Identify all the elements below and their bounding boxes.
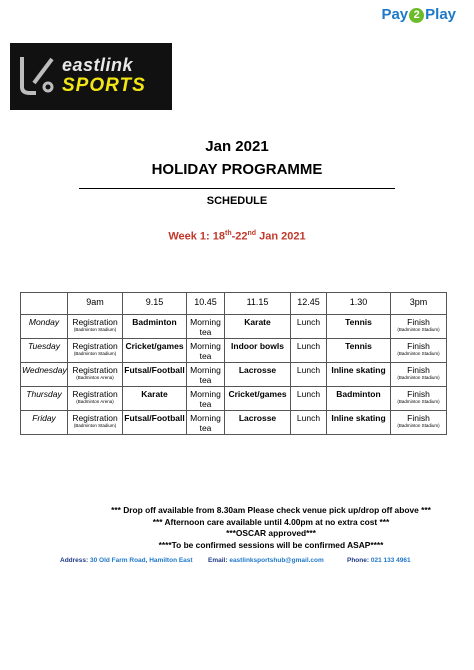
footer-email: Email: eastlinksportshub@gmail.com bbox=[208, 557, 324, 564]
registration-cell: Registration (Badminton Stadium) bbox=[68, 315, 123, 339]
morning-tea-cell: Morning tea bbox=[187, 387, 225, 411]
morning-tea-cell: Morning tea bbox=[187, 363, 225, 387]
pay2play-pay: Pay bbox=[381, 6, 409, 23]
finish-cell: Finish (Badminton Stadium) bbox=[391, 315, 447, 339]
lunch-cell: Lunch bbox=[291, 387, 327, 411]
notes-block bbox=[0, 505, 474, 552]
month-title: Jan 2021 bbox=[205, 138, 269, 155]
schedule-heading: SCHEDULE bbox=[206, 195, 268, 207]
table-header-row bbox=[21, 293, 447, 315]
table-header-cell: 9.15 bbox=[123, 293, 187, 315]
registration-cell: Registration (Badminton Arena) bbox=[68, 387, 123, 411]
morning-tea-cell: Morning tea bbox=[187, 411, 225, 435]
activity-cell: Tennis bbox=[327, 339, 391, 363]
activity-cell: Tennis bbox=[327, 315, 391, 339]
lunch-cell: Lunch bbox=[291, 339, 327, 363]
activity-cell: Cricket/games bbox=[123, 339, 187, 363]
footer-address: Address: 30 Old Farm Road, Hamilton East bbox=[60, 557, 193, 564]
lunch-cell: Lunch bbox=[291, 315, 327, 339]
day-cell: Monday bbox=[21, 315, 68, 339]
note-tbc: ****To be confirmed sessions will be confirmed ASAP**** bbox=[158, 540, 384, 551]
activity-cell: Cricket/games bbox=[225, 387, 291, 411]
programme-title: HOLIDAY PROGRAMME bbox=[151, 161, 323, 178]
lunch-cell: Lunch bbox=[291, 411, 327, 435]
pay2play-two: 2 bbox=[409, 8, 424, 23]
morning-tea-cell: Morning tea bbox=[187, 315, 225, 339]
table-header-cell: 11.15 bbox=[225, 293, 291, 315]
activity-cell: Lacrosse bbox=[225, 363, 291, 387]
table-header-cell: 3pm bbox=[391, 293, 447, 315]
note-dropoff: *** Drop off available from 8.30am Please check venue pick up/drop off above *** bbox=[111, 505, 431, 515]
week-heading: Week 1: 18th-22nd Jan 2021 bbox=[168, 230, 306, 243]
activity-cell: Indoor bowls bbox=[225, 339, 291, 363]
table-row bbox=[21, 363, 447, 387]
registration-cell: Registration (Badminton Arena) bbox=[68, 363, 123, 387]
table-row bbox=[21, 387, 447, 411]
logo-eastlink-text: eastlink bbox=[62, 55, 134, 75]
activity-cell: Karate bbox=[225, 315, 291, 339]
title-divider bbox=[79, 188, 395, 189]
finish-cell: Finish (Badminton Stadium) bbox=[391, 411, 447, 435]
activity-cell: Futsal/Football bbox=[123, 363, 187, 387]
registration-cell: Registration (Badminton Stadium) bbox=[68, 411, 123, 435]
registration-cell: Registration (Badminton Stadium) bbox=[68, 339, 123, 363]
note-afternoon-care: *** Afternoon care available until 4.00pm at no extra cost *** bbox=[152, 516, 390, 527]
pay2play-logo bbox=[381, 6, 456, 23]
table-row bbox=[21, 411, 447, 435]
table-header-cell: 10.45 bbox=[187, 293, 225, 315]
activity-cell: Inline skating bbox=[327, 411, 391, 435]
logo-sports-text: SPORTS bbox=[62, 75, 146, 96]
activity-cell: Badminton bbox=[123, 315, 187, 339]
activity-cell: Futsal/Football bbox=[123, 411, 187, 435]
table-row bbox=[21, 315, 447, 339]
day-cell: Wednesday bbox=[21, 363, 68, 387]
footer-phone: Phone: 021 133 4961 bbox=[347, 557, 411, 564]
table-header-blank bbox=[21, 293, 68, 315]
table-header-cell: 1.30 bbox=[327, 293, 391, 315]
table-header-cell: 9am bbox=[68, 293, 123, 315]
day-cell: Tuesday bbox=[21, 339, 68, 363]
finish-cell: Finish (Badminton Stadium) bbox=[391, 339, 447, 363]
table-header-cell: 12.45 bbox=[291, 293, 327, 315]
day-cell: Friday bbox=[21, 411, 68, 435]
schedule-table bbox=[20, 292, 447, 435]
day-cell: Thursday bbox=[21, 387, 68, 411]
pay2play-play: Play bbox=[425, 6, 456, 23]
table-row bbox=[21, 339, 447, 363]
activity-cell: Karate bbox=[123, 387, 187, 411]
finish-cell: Finish (Badminton Stadium) bbox=[391, 387, 447, 411]
morning-tea-cell: Morning tea bbox=[187, 339, 225, 363]
email-link[interactable]: eastlinksportshub@gmail.com bbox=[229, 557, 324, 564]
note-oscar: ***OSCAR approved*** bbox=[226, 528, 316, 539]
lunch-cell: Lunch bbox=[291, 363, 327, 387]
eastlink-mark-icon bbox=[16, 53, 60, 99]
activity-cell: Badminton bbox=[327, 387, 391, 411]
finish-cell: Finish (Badminton Stadium) bbox=[391, 363, 447, 387]
activity-cell: Inline skating bbox=[327, 363, 391, 387]
activity-cell: Lacrosse bbox=[225, 411, 291, 435]
eastlink-sports-logo bbox=[10, 43, 172, 110]
